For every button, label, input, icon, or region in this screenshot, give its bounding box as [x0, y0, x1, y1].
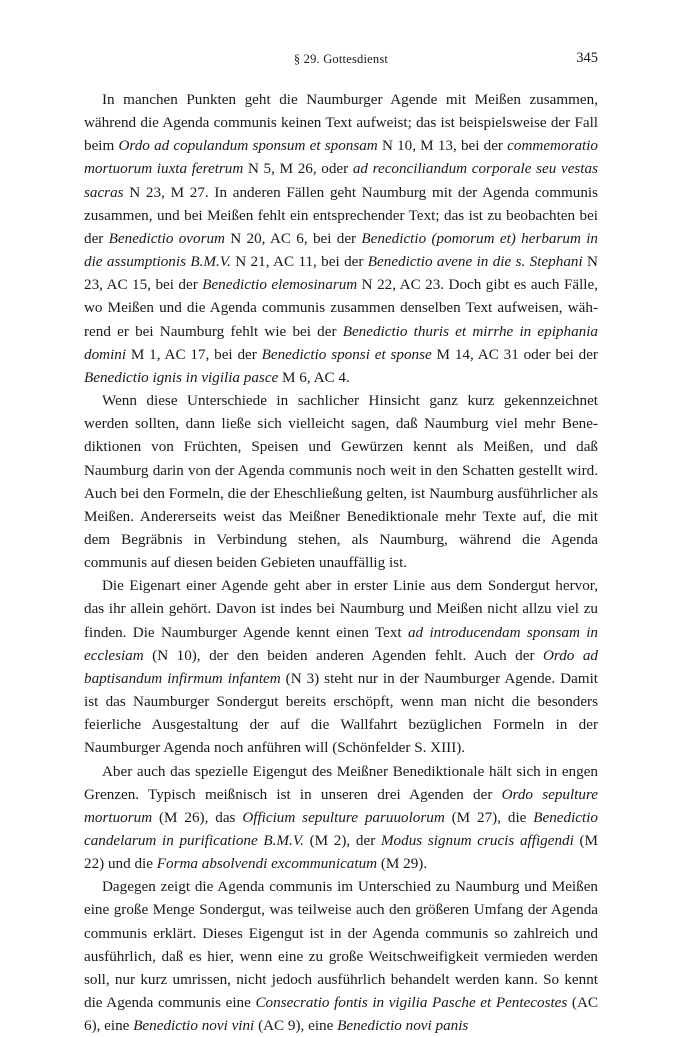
body-text	[84, 88, 598, 1037]
text-span: N 5, M 26, oder	[243, 160, 353, 178]
italic-title-span: Benedictio (pomorum et) herbarum in die assumptionis B.M.V.	[84, 229, 598, 271]
text-span: M 6, AC 4.	[278, 368, 350, 386]
italic-title-span: Officium sepulture paruuolorum	[242, 808, 445, 826]
italic-title-span: Benedictio avene in die s. Stephani	[367, 253, 583, 271]
text-span: N 22, AC 23. Doch gibt es auch Fälle, wo Meißen und die Agenda communis zusammen denselben Text aufweisen, während er bei Naumburg fehlt wie bei der	[84, 276, 598, 340]
page-number: 345	[576, 50, 598, 66]
text-span: (N 10), der den beiden anderen Agenden fehlt. Auch der	[143, 646, 543, 664]
text-span: N 20, AC 6, bei der	[224, 229, 362, 247]
italic-title-span: Benedictio candelarum in purificatione B.M.V.	[84, 808, 598, 849]
paragraph	[84, 875, 598, 1037]
italic-title-span: Benedictio novi vini	[133, 1017, 255, 1035]
text-span: (AC 9), eine	[254, 1017, 338, 1035]
text-span: Die Eigenart einer Agende geht aber in erster Linie aus dem Sondergut hervor, das ihr allein gehört. Davon ist indes bei Naumburg und Meißen nicht allzu viel zu finden. Die Naumburger Agende kennt einen Text	[84, 577, 598, 641]
italic-title-span: Ordo ad baptisandum infirmum infantem	[84, 646, 598, 687]
italic-title-span: Consecratio fontis in vigilia Pasche et Pentecostes	[255, 994, 568, 1012]
italic-title-span: ad reconciliandum corporale seu vestas sacras	[84, 160, 598, 201]
text-span: Aber auch das spezielle Eigengut des Meißner Benediktionale hält sich in engen Grenzen. Typisch meißnisch ist in unseren drei Agenden der	[84, 762, 598, 803]
text-span: Dagegen zeigt die Agenda communis im Unterschied zu Naumburg und Meißen eine große Menge Sondergut, was teilweise auch den größeren Umfang der Agenda communis erklärt. Dieses Eigengut ist in der Agenda communis so zahlreich und ausführlich, daß es hier, wenn eine zu große Weitschweifigkeit vermieden werden soll, nur kurz umrissen, nicht jedoch ausführlich behandelt werden kann. So kennt die Agenda communis eine	[84, 878, 598, 1012]
italic-title-span: Ordo ad copulandum sponsum et sponsam	[118, 137, 378, 155]
text-span: N 10, M 13, bei der	[377, 137, 508, 155]
text-span: N 21, AC 11, bei der	[230, 253, 368, 271]
text-span: (M 2), der	[303, 832, 381, 849]
italic-title-span: Modus signum crucis affigendi	[380, 832, 574, 849]
paragraph	[84, 389, 598, 574]
text-span: (M 27), die	[444, 808, 534, 826]
italic-title-span: Benedictio novi panis	[337, 1017, 469, 1035]
text-span: (M 26), das	[152, 808, 243, 826]
italic-title-span: Benedictio thuris et mirrhe in epiphania domini	[84, 322, 598, 363]
running-title: § 29. Gottesdienst	[293, 52, 389, 66]
text-span: (N 3) steht nur in der Naumburger Agende. Damit ist das Naumburger Sondergut bereits erschöpft, wenn man nicht die besonders feierliche Ausgestaltung der auf die Wallfahrt bezüglichen Formeln in der Naumburger Agenda noch anführen will (Schönfelder S. XIII).	[84, 669, 599, 757]
text-span: (M 22) und die	[84, 832, 599, 873]
italic-title-span: Forma absolvendi excommunicatum	[156, 855, 378, 873]
italic-title-span: Benedictio elemosinarum	[202, 276, 358, 294]
italic-title-span: Benedictio ovorum	[108, 229, 225, 247]
italic-title-span: Ordo sepulture mortuorum	[84, 785, 598, 826]
paragraph	[84, 574, 598, 759]
text-span: N 23, M 27. In anderen Fällen geht Naumburg mit der Agenda communis zusammen, und bei Meißen fehlt ein entsprechender Text; das ist zu beobachten bei der	[84, 183, 598, 247]
italic-title-span: Benedictio sponsi et sponse	[261, 345, 432, 363]
running-head	[84, 50, 598, 70]
paragraph	[84, 88, 598, 389]
italic-title-span: commemoratio mortuorum iuxta feretrum	[84, 137, 599, 178]
paragraph	[84, 760, 598, 876]
text-span: N 23, AC 15, bei der	[84, 253, 598, 294]
text-span: (AC 6), eine	[84, 994, 598, 1035]
italic-title-span: Benedictio ignis in vigilia pasce	[84, 368, 279, 386]
text-span: (M 29).	[377, 855, 428, 873]
text-span: Wenn diese Unterschiede in sachlicher Hinsicht ganz kurz gekennzeichnet werden sollten, dann ließe sich vielleicht sagen, daß Naumburg viel mehr Benediktionen von Früchten, Speisen und Gewürzen kennt als Meißen, und daß Naumburg darin von der Agenda communis noch weit in den Schatten gestellt wird. Auch bei den Formeln, die der Eheschließung gelten, ist Naumburg ausführlicher als Meißen. Andererseits weist das Meißner Benediktionale mehr Texte auf, die mit dem Begräbnis in Verbindung stehen, als Naumburg, während die Agenda communis auf diesen beiden Gebieten unauffällig ist.	[84, 392, 598, 572]
text-span: In manchen Punkten geht die Naumburger Agende mit Meißen zusammen, während die Agenda communis keinen Text aufweist; das ist beispielsweise der Fall beim	[84, 91, 598, 155]
text-span: M 1, AC 17, bei der	[126, 345, 262, 363]
italic-title-span: ad introducendam sponsam in ecclesiam	[84, 623, 599, 664]
text-span: M 14, AC 31 oder bei der	[431, 345, 598, 363]
